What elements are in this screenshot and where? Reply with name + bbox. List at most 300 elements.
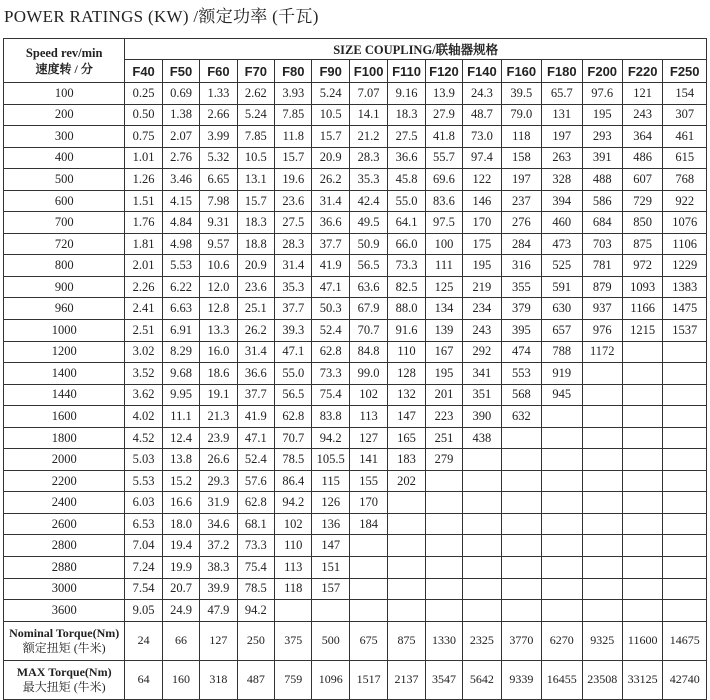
model-header-f160: F160 <box>501 60 541 83</box>
nominal-torque-label <box>4 621 125 660</box>
rating-cell: 438 <box>463 427 501 449</box>
rating-cell <box>425 492 462 514</box>
rating-cell: 1076 <box>663 212 707 234</box>
rating-cell: 62.8 <box>275 406 312 428</box>
rating-cell: 615 <box>663 147 707 169</box>
table-row <box>4 513 707 535</box>
rating-cell: 7.98 <box>200 190 237 212</box>
rating-cell <box>582 535 622 557</box>
rating-cell: 13.9 <box>425 83 462 105</box>
rating-cell: 110 <box>388 341 425 363</box>
rating-cell: 154 <box>663 83 707 105</box>
rating-cell: 79.0 <box>501 104 541 126</box>
rating-cell: 31.9 <box>200 492 237 514</box>
model-header-f90: F90 <box>312 60 349 83</box>
max-torque-cell: 42740 <box>663 660 707 699</box>
nominal-torque-cell: 14675 <box>663 621 707 660</box>
rating-cell: 18.6 <box>200 363 237 385</box>
rating-cell: 155 <box>349 470 387 492</box>
rating-cell: 9.95 <box>162 384 199 406</box>
rating-cell <box>463 557 501 579</box>
rating-cell: 1383 <box>663 276 707 298</box>
rating-cell: 165 <box>388 427 425 449</box>
rating-cell: 73.0 <box>463 126 501 148</box>
nominal-torque-label-en: Nominal Torque(Nm) <box>9 625 120 640</box>
nominal-torque-cell: 500 <box>312 621 349 660</box>
rating-cell <box>542 513 582 535</box>
rating-cell: 24.9 <box>162 600 199 622</box>
rating-cell <box>312 600 349 622</box>
rating-cell: 38.3 <box>200 557 237 579</box>
rating-cell <box>663 535 707 557</box>
table-row <box>4 298 707 320</box>
page-title: POWER RATINGS (KW) /额定功率 (千瓦) <box>4 7 319 26</box>
table-row <box>4 169 707 191</box>
rating-cell: 879 <box>582 276 622 298</box>
rating-cell <box>542 557 582 579</box>
rating-cell: 4.98 <box>162 233 199 255</box>
rating-cell: 63.6 <box>349 276 387 298</box>
rating-cell: 3.52 <box>125 363 162 385</box>
nominal-torque-cell: 127 <box>200 621 237 660</box>
rating-cell <box>463 578 501 600</box>
rating-cell <box>622 384 662 406</box>
nominal-torque-cell: 6270 <box>542 621 582 660</box>
rating-cell: 39.9 <box>200 578 237 600</box>
rating-cell: 703 <box>582 233 622 255</box>
rating-cell <box>663 384 707 406</box>
rating-cell: 729 <box>622 190 662 212</box>
rating-cell: 18.0 <box>162 513 199 535</box>
speed-cell: 200 <box>4 104 125 126</box>
rating-cell: 24.3 <box>463 83 501 105</box>
rating-cell: 41.9 <box>237 406 274 428</box>
rating-cell: 922 <box>663 190 707 212</box>
rating-cell: 19.9 <box>162 557 199 579</box>
rating-cell: 4.15 <box>162 190 199 212</box>
rating-cell: 73.3 <box>312 363 349 385</box>
speed-cell: 3600 <box>4 600 125 622</box>
rating-cell: 364 <box>622 126 662 148</box>
rating-cell: 47.1 <box>275 341 312 363</box>
speed-header-cn: 速度转 / 分 <box>35 61 93 76</box>
rating-cell: 7.54 <box>125 578 162 600</box>
rating-cell: 158 <box>501 147 541 169</box>
rating-cell: 0.25 <box>125 83 162 105</box>
rating-cell <box>622 600 662 622</box>
rating-cell <box>582 449 622 471</box>
rating-cell: 21.2 <box>349 126 387 148</box>
rating-cell: 97.6 <box>582 83 622 105</box>
speed-cell: 500 <box>4 169 125 191</box>
rating-cell: 2.76 <box>162 147 199 169</box>
rating-cell <box>663 406 707 428</box>
rating-cell: 3.93 <box>275 83 312 105</box>
speed-header <box>4 39 125 83</box>
rating-cell <box>463 449 501 471</box>
speed-cell: 2880 <box>4 557 125 579</box>
rating-cell: 147 <box>388 406 425 428</box>
rating-cell: 972 <box>622 255 662 277</box>
rating-cell: 68.1 <box>237 513 274 535</box>
rating-cell: 14.1 <box>349 104 387 126</box>
rating-cell: 237 <box>501 190 541 212</box>
rating-cell: 607 <box>622 169 662 191</box>
rating-cell: 2.66 <box>200 104 237 126</box>
speed-cell: 1800 <box>4 427 125 449</box>
rating-cell: 15.7 <box>275 147 312 169</box>
rating-cell: 355 <box>501 276 541 298</box>
rating-cell: 37.7 <box>237 384 274 406</box>
rating-cell: 37.2 <box>200 535 237 557</box>
max-torque-label-en: MAX Torque(Nm) <box>16 664 112 679</box>
speed-cell: 2800 <box>4 535 125 557</box>
rating-cell <box>542 470 582 492</box>
speed-cell: 1440 <box>4 384 125 406</box>
rating-cell: 52.4 <box>312 320 349 342</box>
rating-cell: 2.01 <box>125 255 162 277</box>
rating-cell: 10.6 <box>200 255 237 277</box>
rating-cell: 127 <box>349 427 387 449</box>
rating-cell <box>425 600 462 622</box>
max-torque-cell: 318 <box>200 660 237 699</box>
rating-cell: 2.62 <box>237 83 274 105</box>
rating-cell: 157 <box>312 578 349 600</box>
max-torque-label-cn: 最大扭矩 (牛米) <box>22 679 106 694</box>
rating-cell: 195 <box>463 255 501 277</box>
rating-cell: 11.8 <box>275 126 312 148</box>
speed-cell: 1400 <box>4 363 125 385</box>
rating-cell: 31.4 <box>312 190 349 212</box>
rating-cell: 97.5 <box>425 212 462 234</box>
rating-cell: 1166 <box>622 298 662 320</box>
size-coupling-header: SIZE COUPLING/联轴器规格 <box>125 39 707 60</box>
rating-cell <box>388 600 425 622</box>
table-row <box>4 427 707 449</box>
rating-cell: 141 <box>349 449 387 471</box>
rating-cell: 102 <box>349 384 387 406</box>
rating-cell: 151 <box>312 557 349 579</box>
rating-cell: 486 <box>622 147 662 169</box>
rating-cell: 57.6 <box>237 470 274 492</box>
speed-cell: 600 <box>4 190 125 212</box>
rating-cell: 394 <box>542 190 582 212</box>
rating-cell: 42.4 <box>349 190 387 212</box>
rating-cell <box>622 449 662 471</box>
max-torque-cell: 487 <box>237 660 274 699</box>
rating-cell: 10.5 <box>237 147 274 169</box>
rating-cell: 105.5 <box>312 449 349 471</box>
rating-cell: 316 <box>501 255 541 277</box>
rating-cell <box>425 513 462 535</box>
rating-cell: 6.91 <box>162 320 199 342</box>
rating-cell: 351 <box>463 384 501 406</box>
rating-cell: 31.4 <box>237 341 274 363</box>
rating-cell <box>663 578 707 600</box>
speed-cell: 2400 <box>4 492 125 514</box>
speed-cell: 2600 <box>4 513 125 535</box>
speed-cell: 400 <box>4 147 125 169</box>
rating-cell: 94.2 <box>312 427 349 449</box>
nominal-torque-cell: 3770 <box>501 621 541 660</box>
rating-cell: 36.6 <box>388 147 425 169</box>
rating-cell: 65.7 <box>542 83 582 105</box>
table-row <box>4 147 707 169</box>
rating-cell <box>501 513 541 535</box>
rating-cell <box>542 535 582 557</box>
rating-cell: 2.26 <box>125 276 162 298</box>
speed-cell: 300 <box>4 126 125 148</box>
rating-cell: 1.26 <box>125 169 162 191</box>
rating-cell: 1475 <box>663 298 707 320</box>
model-header-f220: F220 <box>622 60 662 83</box>
rating-cell: 20.7 <box>162 578 199 600</box>
rating-cell <box>622 557 662 579</box>
rating-cell: 473 <box>542 233 582 255</box>
rating-cell: 26.6 <box>200 449 237 471</box>
rating-cell: 6.22 <box>162 276 199 298</box>
model-header-f60: F60 <box>200 60 237 83</box>
table-row <box>4 384 707 406</box>
rating-cell: 1215 <box>622 320 662 342</box>
rating-cell <box>582 600 622 622</box>
rating-cell: 1172 <box>582 341 622 363</box>
rating-cell <box>542 492 582 514</box>
rating-cell <box>582 470 622 492</box>
speed-cell: 720 <box>4 233 125 255</box>
table-row <box>4 341 707 363</box>
rating-cell: 657 <box>542 320 582 342</box>
rating-cell: 91.6 <box>388 320 425 342</box>
rating-cell: 13.1 <box>237 169 274 191</box>
rating-cell: 461 <box>663 126 707 148</box>
rating-cell: 9.68 <box>162 363 199 385</box>
rating-cell: 49.5 <box>349 212 387 234</box>
rating-cell: 1229 <box>663 255 707 277</box>
rating-cell: 28.3 <box>349 147 387 169</box>
rating-cell: 395 <box>501 320 541 342</box>
model-header-f110: F110 <box>388 60 425 83</box>
rating-cell: 9.31 <box>200 212 237 234</box>
rating-cell: 99.0 <box>349 363 387 385</box>
rating-cell: 36.6 <box>237 363 274 385</box>
max-torque-cell: 1096 <box>312 660 349 699</box>
rating-cell: 263 <box>542 147 582 169</box>
rating-cell: 48.7 <box>463 104 501 126</box>
rating-cell <box>388 492 425 514</box>
table-row <box>4 470 707 492</box>
rating-cell: 201 <box>425 384 462 406</box>
rating-cell <box>275 600 312 622</box>
nominal-torque-row <box>4 621 707 660</box>
rating-cell: 69.6 <box>425 169 462 191</box>
rating-cell: 146 <box>463 190 501 212</box>
rating-cell <box>349 557 387 579</box>
rating-cell: 83.8 <box>312 406 349 428</box>
rating-cell: 6.65 <box>200 169 237 191</box>
table-row <box>4 212 707 234</box>
rating-cell: 850 <box>622 212 662 234</box>
nominal-torque-label-cn: 额定扭矩 (牛米) <box>22 640 106 655</box>
rating-cell: 781 <box>582 255 622 277</box>
rating-cell: 41.9 <box>312 255 349 277</box>
rating-cell: 47.1 <box>237 427 274 449</box>
table-row <box>4 255 707 277</box>
max-torque-cell: 16455 <box>542 660 582 699</box>
rating-cell <box>622 535 662 557</box>
rating-cell: 110 <box>275 535 312 557</box>
rating-cell <box>663 363 707 385</box>
rating-cell: 919 <box>542 363 582 385</box>
rating-cell: 202 <box>388 470 425 492</box>
rating-cell: 15.7 <box>312 126 349 148</box>
rating-cell: 390 <box>463 406 501 428</box>
rating-cell: 5.53 <box>125 470 162 492</box>
rating-cell: 26.2 <box>237 320 274 342</box>
nominal-torque-cell: 375 <box>275 621 312 660</box>
rating-cell: 7.07 <box>349 83 387 105</box>
rating-cell: 3.46 <box>162 169 199 191</box>
rating-cell: 39.3 <box>275 320 312 342</box>
rating-cell: 4.52 <box>125 427 162 449</box>
rating-cell: 3.99 <box>200 126 237 148</box>
model-header-f120: F120 <box>425 60 462 83</box>
table-row <box>4 492 707 514</box>
speed-cell: 1000 <box>4 320 125 342</box>
rating-cell: 292 <box>463 341 501 363</box>
rating-cell <box>501 600 541 622</box>
rating-cell: 31.4 <box>275 255 312 277</box>
rating-cell: 6.53 <box>125 513 162 535</box>
rating-cell: 20.9 <box>237 255 274 277</box>
rating-cell: 5.24 <box>312 83 349 105</box>
rating-cell <box>501 470 541 492</box>
rating-cell: 9.05 <box>125 600 162 622</box>
rating-cell: 27.5 <box>275 212 312 234</box>
rating-cell: 86.4 <box>275 470 312 492</box>
rating-cell: 7.85 <box>275 104 312 126</box>
rating-cell: 1.38 <box>162 104 199 126</box>
rating-cell: 9.57 <box>200 233 237 255</box>
rating-cell <box>622 406 662 428</box>
rating-cell: 36.6 <box>312 212 349 234</box>
rating-cell <box>388 578 425 600</box>
rating-cell: 1537 <box>663 320 707 342</box>
rating-cell <box>501 535 541 557</box>
rating-cell: 111 <box>425 255 462 277</box>
rating-cell: 128 <box>388 363 425 385</box>
nominal-torque-cell: 875 <box>388 621 425 660</box>
model-header-f180: F180 <box>542 60 582 83</box>
rating-cell: 134 <box>425 298 462 320</box>
table-row <box>4 363 707 385</box>
rating-cell: 100 <box>425 233 462 255</box>
rating-cell: 1093 <box>622 276 662 298</box>
model-header-f200: F200 <box>582 60 622 83</box>
rating-cell: 1106 <box>663 233 707 255</box>
rating-cell: 4.84 <box>162 212 199 234</box>
rating-cell: 113 <box>349 406 387 428</box>
rating-cell: 2.07 <box>162 126 199 148</box>
rating-cell: 55.0 <box>388 190 425 212</box>
model-header-f250: F250 <box>663 60 707 83</box>
nominal-torque-cell: 11600 <box>622 621 662 660</box>
rating-cell: 7.04 <box>125 535 162 557</box>
table-row <box>4 83 707 105</box>
rating-cell: 1.81 <box>125 233 162 255</box>
rating-cell: 10.5 <box>312 104 349 126</box>
rating-cell: 62.8 <box>312 341 349 363</box>
table-row <box>4 557 707 579</box>
rating-cell: 219 <box>463 276 501 298</box>
rating-cell: 875 <box>622 233 662 255</box>
rating-cell <box>582 363 622 385</box>
max-torque-cell: 64 <box>125 660 162 699</box>
rating-cell: 788 <box>542 341 582 363</box>
rating-cell: 88.0 <box>388 298 425 320</box>
rating-cell: 25.1 <box>237 298 274 320</box>
rating-cell: 488 <box>582 169 622 191</box>
rating-cell: 102 <box>275 513 312 535</box>
rating-cell: 284 <box>501 233 541 255</box>
rating-cell: 976 <box>582 320 622 342</box>
rating-cell: 16.0 <box>200 341 237 363</box>
rating-cell: 5.53 <box>162 255 199 277</box>
rating-cell: 19.1 <box>200 384 237 406</box>
rating-cell: 279 <box>425 449 462 471</box>
rating-cell: 18.8 <box>237 233 274 255</box>
rating-cell <box>542 406 582 428</box>
rating-cell: 341 <box>463 363 501 385</box>
table-row <box>4 276 707 298</box>
rating-cell: 391 <box>582 147 622 169</box>
rating-cell <box>582 557 622 579</box>
rating-cell: 379 <box>501 298 541 320</box>
rating-cell: 293 <box>582 126 622 148</box>
rating-cell: 82.5 <box>388 276 425 298</box>
rating-cell: 234 <box>463 298 501 320</box>
rating-cell: 78.5 <box>237 578 274 600</box>
rating-cell: 84.8 <box>349 341 387 363</box>
rating-cell <box>663 449 707 471</box>
table-row <box>4 233 707 255</box>
rating-cell: 251 <box>425 427 462 449</box>
rating-cell: 170 <box>349 492 387 514</box>
rating-cell: 586 <box>582 190 622 212</box>
max-torque-cell: 1517 <box>349 660 387 699</box>
rating-cell: 23.6 <box>237 276 274 298</box>
rating-cell: 5.24 <box>237 104 274 126</box>
max-torque-cell: 23508 <box>582 660 622 699</box>
rating-cell: 47.9 <box>200 600 237 622</box>
rating-cell: 115 <box>312 470 349 492</box>
table-row <box>4 126 707 148</box>
rating-cell: 18.3 <box>388 104 425 126</box>
rating-cell <box>501 427 541 449</box>
rating-cell: 97.4 <box>463 147 501 169</box>
rating-cell: 9.16 <box>388 83 425 105</box>
rating-cell <box>663 557 707 579</box>
rating-cell: 7.85 <box>237 126 274 148</box>
rating-cell: 118 <box>275 578 312 600</box>
speed-cell: 1200 <box>4 341 125 363</box>
rating-cell <box>501 557 541 579</box>
rating-cell: 41.8 <box>425 126 462 148</box>
rating-cell: 19.6 <box>275 169 312 191</box>
rating-cell: 243 <box>622 104 662 126</box>
rating-cell: 94.2 <box>275 492 312 514</box>
rating-cell: 3.02 <box>125 341 162 363</box>
